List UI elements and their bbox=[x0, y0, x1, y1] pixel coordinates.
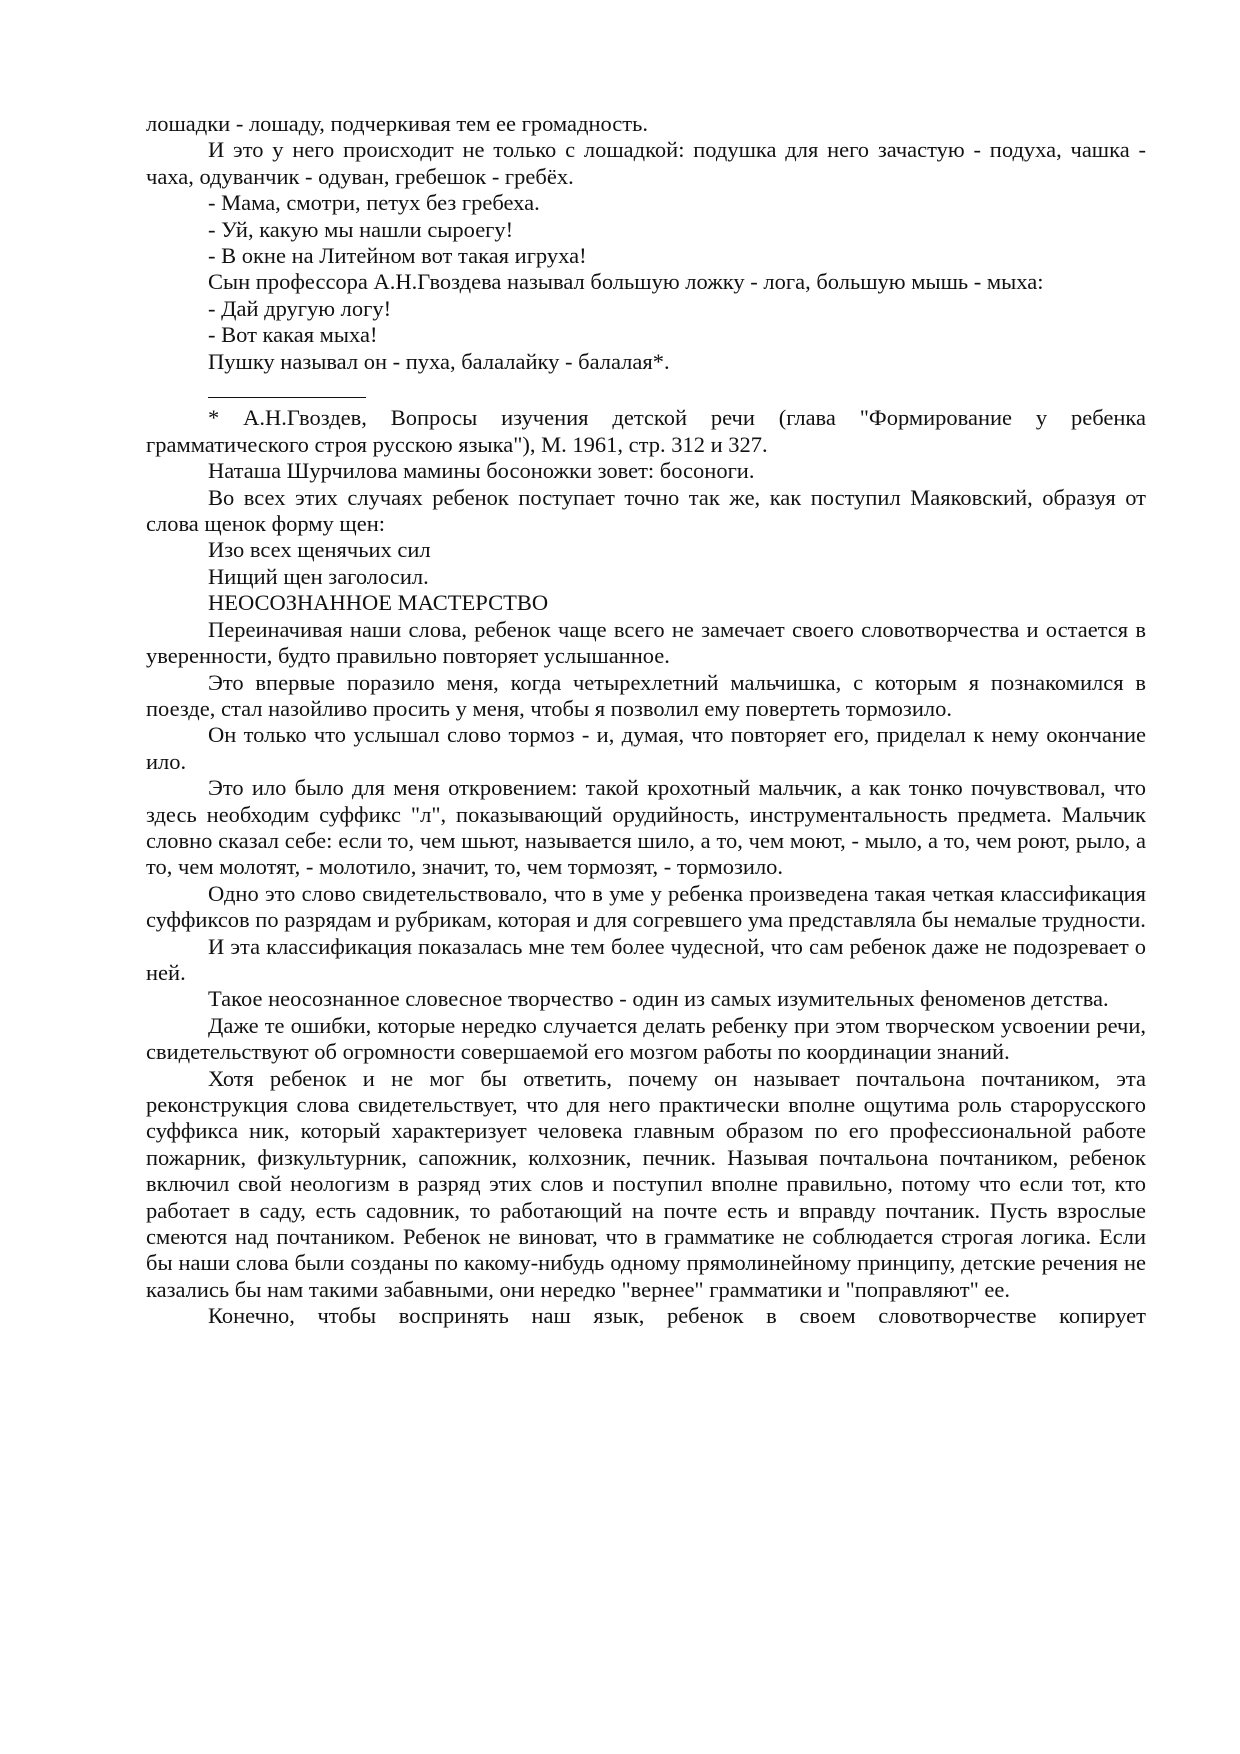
paragraph: Сын профессора А.Н.Гвоздева называл большую ложку - лога, большую мышь - мыха: bbox=[208, 269, 1044, 295]
paragraph: Такое неосознанное словесное творчество - один из самых изумительных феноменов детства. bbox=[208, 986, 1109, 1012]
footnote: * А.Н.Гвоздев, Вопросы изучения детской речи (глава "Формирование у ребенка грамматического строя русскою языка"), М. 1961, стр. 312 и 327. bbox=[146, 405, 1146, 457]
paragraph: И это у него происходит не только с лошадкой: подушка для него зачастую - подуха, чашка - чаха, одуванчик - одуван, гребешок - гребёх. bbox=[146, 137, 1146, 189]
paragraph: лошадки - лошаду, подчеркивая тем ее громадность. bbox=[146, 111, 648, 136]
paragraph: Пушку называл он - пуха, балалайку - балалая*. bbox=[208, 348, 670, 374]
poem-line: Изо всех щенячьих сил bbox=[208, 537, 431, 563]
poem-line: Нищий щен заголосил. bbox=[208, 563, 429, 589]
footnote-rule bbox=[208, 397, 366, 398]
paragraph: Переиначивая наши слова, ребенок чаще всего не замечает своего словотворчества и остается в уверенности, будто правильно повторяет услышанное. bbox=[146, 616, 1146, 669]
paragraph: Это ило было для меня откровением: такой крохотный мальчик, а как тонко почувствовал, что здесь необходим суффикс "л", показывающий орудийность, инструментальность предмета. Мальчик словно сказал себе: если то, чем шьют, называется шило, а то, чем моют, - мыло, а то, чем роют, рыло, а то, чем молотят, - молотило, значит, то, чем тормозят, - тормозило. bbox=[146, 775, 1146, 880]
document-page bbox=[146, 111, 1146, 1330]
paragraph: Во всех этих случаях ребенок поступает точно так же, как поступил Маяковский, образуя от слова щенок форму щен: bbox=[146, 484, 1146, 537]
paragraph: И эта классификация показалась мне тем более чудесной, что сам ребенок даже не подозревает о ней. bbox=[146, 933, 1146, 985]
section-heading: НЕОСОЗНАННОЕ МАСТЕРСТВО bbox=[208, 590, 549, 616]
dialogue-line: - Вот какая мыха! bbox=[208, 322, 378, 348]
footnote-separator bbox=[146, 379, 1146, 405]
dialogue-line: - Дай другую логу! bbox=[208, 295, 392, 321]
paragraph: Это впервые поразило меня, когда четырехлетний мальчишка, с которым я познакомился в поезде, стал назойливо просить у меня, чтобы я позволил ему повертеть тормозило. bbox=[146, 669, 1146, 721]
paragraph: Хотя ребенок и не мог бы ответить, почему он называет почтальона почтаником, эта реконструкция слова свидетельствует, что для него практически вполне ощутима роль старорусского суффикса ник, который характеризует человека главным образом по его профессиональной работе пожарник, физкультурник, сапожник, колхозник, печник. Называя почтальона почтаником, ребенок включил свой неологизм в разряд этих слов и поступил вполне правильно, потому что если тот, кто работает в саду, есть садовник, то работающий на почте есть и вправду почтаник. Пусть взрослые смеются над почтаником. Ребенок не виноват, что в грамматике не соблюдается строгая логика. Если бы наши слова были созданы по какому-нибудь одному прямолинейному принципу, детские речения не казались бы нам такими забавными, они нередко "вернее" грамматики и "поправляют" ее. bbox=[146, 1065, 1146, 1302]
dialogue-line: - Уй, какую мы нашли сыроегу! bbox=[208, 216, 514, 242]
paragraph: Конечно, чтобы воспринять наш язык, ребенок в своем словотворчестве копирует bbox=[208, 1303, 1146, 1329]
paragraph: Одно это слово свидетельствовало, что в уме у ребенка произведена такая четкая классификация суффиксов по разрядам и рубрикам, которая и для согревшего ума представляла бы немалые трудности. bbox=[146, 880, 1146, 933]
paragraph: Наташа Шурчилова мамины босоножки зовет: босоноги. bbox=[208, 458, 755, 484]
paragraph: Он только что услышал слово тормоз - и, думая, что повторяет его, приделал к нему окончание ило. bbox=[146, 722, 1146, 774]
dialogue-line: - В окне на Литейном вот такая игруха! bbox=[208, 243, 587, 269]
dialogue-line: - Мама, смотри, петух без гребеха. bbox=[208, 190, 540, 216]
paragraph: Даже те ошибки, которые нередко случается делать ребенку при этом творческом усвоении речи, свидетельствуют об огромности совершаемой его мозгом работы по координации знаний. bbox=[146, 1012, 1146, 1065]
